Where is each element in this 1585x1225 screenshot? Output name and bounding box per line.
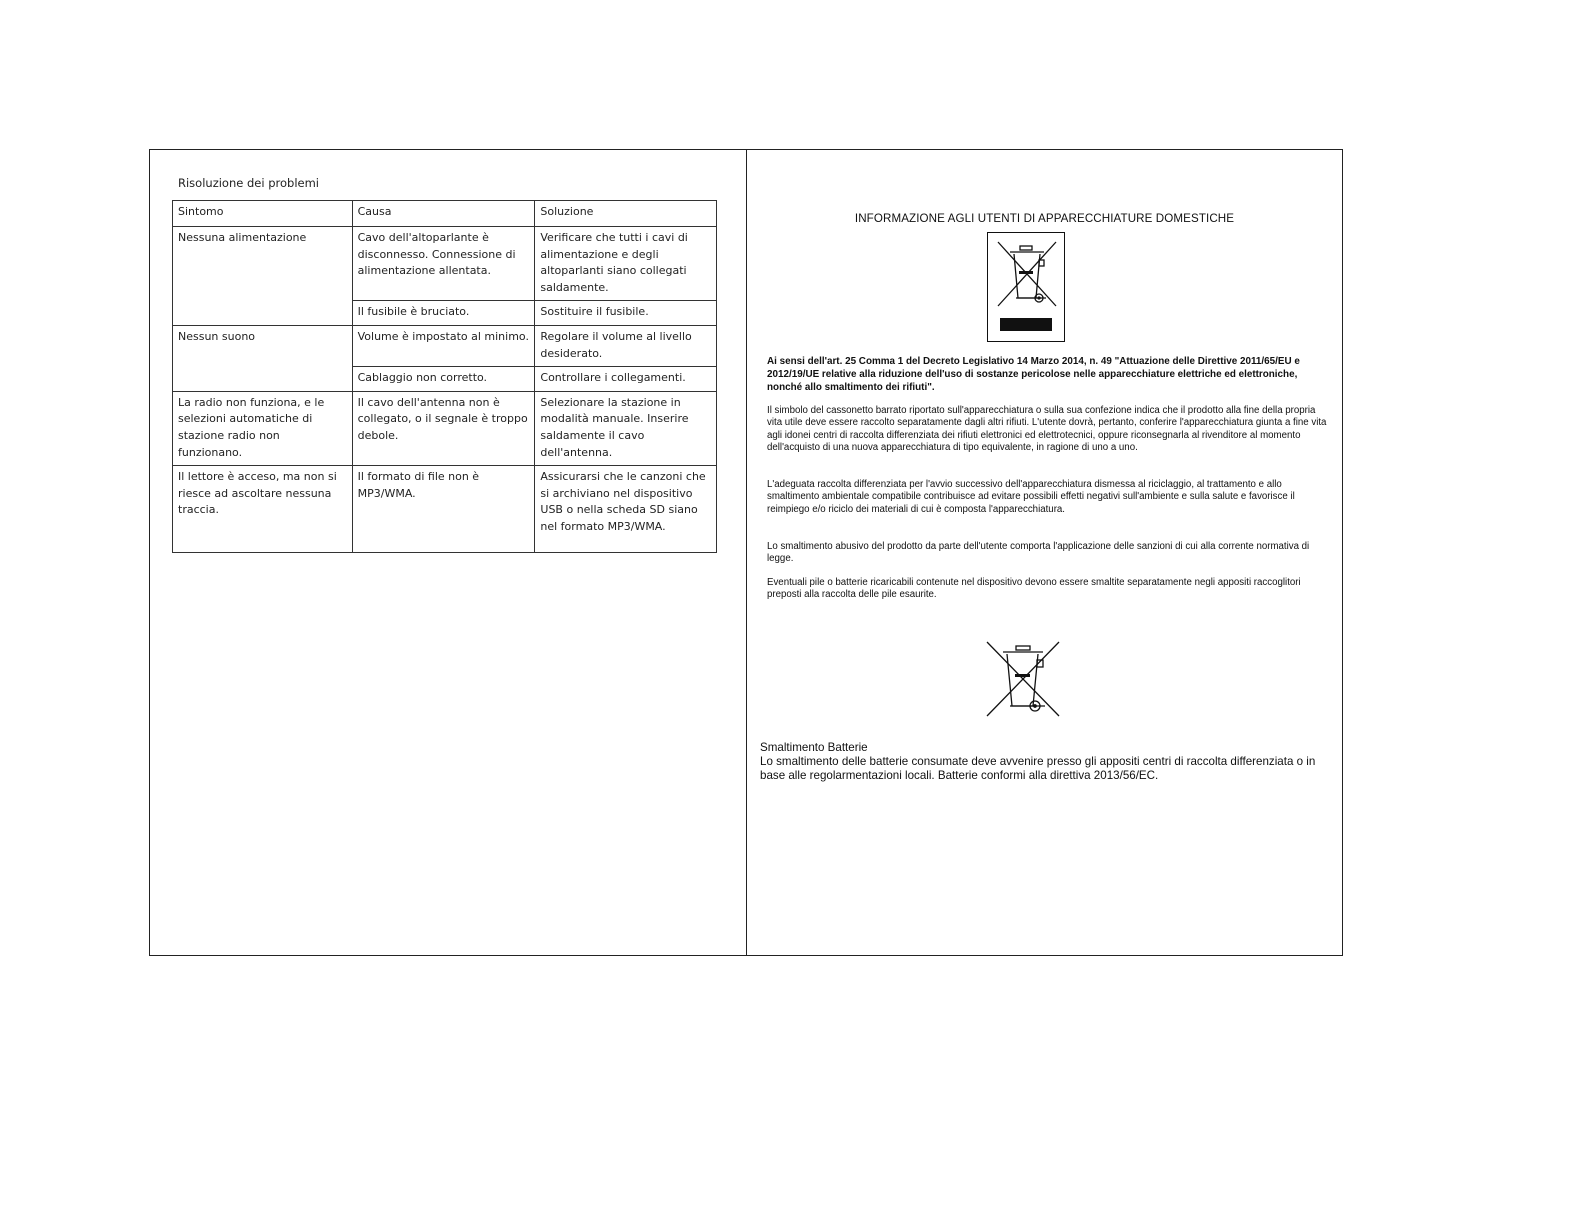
- document-spread: [149, 149, 1343, 956]
- crossed-bin-icon: [994, 238, 1060, 310]
- table-row: [173, 391, 717, 465]
- battery-disposal-title: Smaltimento Batterie: [760, 741, 868, 754]
- left-page: [150, 150, 747, 955]
- table-row: [173, 466, 717, 552]
- paragraph-1: Il simbolo del cassonetto barrato riportato sull'apparecchiatura o sulla sua confezione indica che il prodotto alla fine della propria vita utile deve essere raccolto separatamente dagli altri rifiuti. L'utente dovrà, pertanto, conferire l'apparecchiatura giunta a fine vita agli idonei centri di raccolta differenziata dei rifiuti elettronici ed elettrotecnici, oppure riconsegnarla al rivenditore al momento dell'acquisto di una nuova apparecchiatura di tipo equivalente, in ragione di uno a uno.: [767, 405, 1327, 454]
- weee-info-title: INFORMAZIONE AGLI UTENTI DI APPARECCHIATURE DOMESTICHE: [854, 212, 1235, 225]
- cause-cell: Il formato di file non è MP3/WMA.: [352, 466, 535, 552]
- paragraph-3: Lo smaltimento abusivo del prodotto da parte dell'utente comporta l'applicazione delle sanzioni di cui alla corrente normativa di legge.: [767, 541, 1310, 565]
- solution-cell: Sostituire il fusibile.: [535, 301, 717, 326]
- table-row: [173, 227, 717, 301]
- symptom-cell: Nessuna alimentazione: [173, 227, 353, 326]
- table-header-row: [173, 201, 717, 227]
- paragraph-4: Eventuali pile o batterie ricaricabili contenute nel dispositivo devono essere smaltite separatamente negli appositi raccoglitori preposti alla raccolta delle pile esaurite.: [767, 577, 1301, 601]
- troubleshooting-title: Risoluzione dei problemi: [178, 176, 319, 190]
- solution-cell: Verificare che tutti i cavi di alimentazione e degli altoparlanti siano collegati saldamente.: [535, 227, 717, 301]
- solution-cell: Regolare il volume al livello desiderato.: [535, 325, 717, 366]
- solution-cell: Selezionare la stazione in modalità manuale. Inserire saldamente il cavo dell'antenna.: [535, 391, 717, 465]
- weee-black-bar: [1000, 318, 1052, 331]
- cause-cell: Volume è impostato al minimo.: [352, 325, 535, 366]
- troubleshooting-table: [172, 200, 717, 553]
- crossed-bin-icon: [983, 638, 1063, 718]
- right-page: [747, 150, 1342, 955]
- cause-cell: Il cavo dell'antenna non è collegato, o il segnale è troppo debole.: [352, 391, 535, 465]
- symptom-cell: Il lettore è acceso, ma non si riesce ad ascoltare nessuna traccia.: [173, 466, 353, 552]
- legal-notice: Ai sensi dell'art. 25 Comma 1 del Decreto Legislativo 14 Marzo 2014, n. 49 "Attuazione delle Direttive 2011/65/EU e 2012/19/UE relative alla riduzione dell'uso di sostanze pericolose nelle apparecchiature elettriche ed elettroniche, nonché allo smaltimento dei rifiuti".: [767, 356, 1300, 393]
- header-symptom: Sintomo: [173, 201, 353, 227]
- cause-cell: Cablaggio non corretto.: [352, 367, 535, 392]
- solution-cell: Assicurarsi che le canzoni che si archiviano nel dispositivo USB o nella scheda SD siano nel formato MP3/WMA.: [535, 466, 717, 552]
- header-cause: Causa: [352, 201, 535, 227]
- table-row: [173, 325, 717, 366]
- battery-disposal-text: Lo smaltimento delle batterie consumate deve avvenire presso gli appositi centri di raccolta differenziata o in base alle regolarmentazioni locali. Batterie conformi alla direttiva 2013/56/EC.: [760, 755, 1316, 783]
- header-solution: Soluzione: [535, 201, 717, 227]
- cause-cell: Cavo dell'altoparlante è disconnesso. Connessione di alimentazione allentata.: [352, 227, 535, 301]
- weee-symbol-box: [987, 232, 1065, 342]
- symptom-cell: La radio non funziona, e le selezioni automatiche di stazione radio non funzionano.: [173, 391, 353, 465]
- paragraph-2: L'adeguata raccolta differenziata per l'avvio successivo dell'apparecchiatura dismessa al riciclaggio, al trattamento e allo smaltimento ambientale compatibile contribuisce ad evitare possibili effetti negativi sull'ambiente e sulla salute e favorisce il reimpiego e/o riciclo dei materiali di cui è composta l'apparecchiatura.: [767, 479, 1295, 515]
- solution-cell: Controllare i collegamenti.: [535, 367, 717, 392]
- symptom-cell: Nessun suono: [173, 325, 353, 391]
- cause-cell: Il fusibile è bruciato.: [352, 301, 535, 326]
